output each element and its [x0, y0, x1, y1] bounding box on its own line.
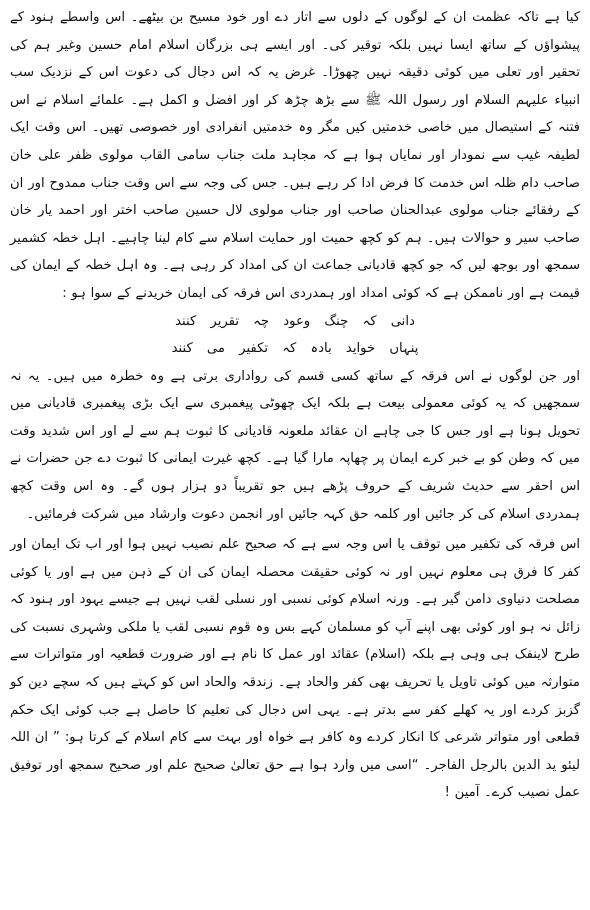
- paragraph-1: کیا ہے تاکہ عظمت ان کے لوگوں کے دلوں سے اتار دے اور خود مسیح بن بیٹھے۔ اس واسطے ہنود کے پیشواؤں کے ساتھ ایسا نہیں بلکہ توقیر کی۔ اور ایسے ہی بزرگان اسلام امام حسین وغیر ہم کی تحقیر اور تعلی میں کوئی دقیقہ نہیں چھوڑا۔ غرض یہ کہ اس دجال کی دعوت اس کے نزدیک سب انبیاء علیہم السلام اور رسول اللہ ﷺ سے بڑھ چڑھ کر اور افضل و اکمل ہے۔ علمائے اسلام نے اس فتنہ کے استیصال میں خاصی خدمتیں کیں مگر وہ خدمتیں انفرادی اور خصوصی تھیں۔ اس وقت ایک لطیفہ غیب سے نمودار اور نمایاں ہوا ہے کہ مجاہد ملت جناب سامی القاب مولوی ظفر علی خان صاحب دام ظلہ اس خدمت کا فرض ادا کر رہے ہیں۔ جس کی وجہ سے اس وقت جناب ممدوح اور ان کے رفقائے جناب مولوی عبدالحنان صاحب اور جناب مولوی لال حسین صاحب اختر اور احمد یار خان صاحب سیر و حوالات ہیں۔ ہم کو کچھ حمیت اور حمایت اسلام سے کام لینا چاہیے۔ اہل خطہ کشمیر سمجھ اور بوجھ لیں کہ جو کچھ قادیانی جماعت ان کی امداد کر رہی ہے۔ وہ اہل خطہ کے ایمان کی قیمت ہے اور ناممکن ہے کہ کوئی امداد اور ہمدردی اس فرقہ کی ایمان خریدنے کے سوا ہو :: [10, 10, 580, 301]
- verse-line-2: پنہاں خواید بادہ کہ تکفیر می کنند: [171, 340, 419, 356]
- paragraph-2: اور جن لوگوں نے اس فرقہ کے ساتھ کسی قسم کی رواداری برتی ہے وہ خطرہ میں ہیں۔ یہ نہ سمجھیں کہ یہ کوئی معمولی بیعت ہے بلکہ ایک چھوٹی پیغمبری سے ایک بڑی پیغمبری قادیانی میں تحویل ہونا ہے اور جس کا جی چاہے ان عقائد ملعونہ قادیانی کا ثبوت ہم سے لے اور اس شدید وقت میں کہ وطن کو بے خبر کرے ایمان پر چھاپہ مارا گیا ہے۔ کچھ غیرت ایمانی کا ثبوت دے جن حضرات نے اس احقر سے حدیث شریف کے حروف پڑھے ہیں جو تقریباً دو ہزار ہوں گے۔ وہ اس وقت کچھ ہمدردی اسلام کی کر جائیں اور کلمہ حق کہہ جائیں اور انجمن دعوت وارشاد میں شرکت فرمائیں۔: [10, 368, 580, 522]
- verse-line-1: دانی کہ چنگ وعود چہ تقریر کنند: [175, 313, 415, 329]
- paragraph-3: اس فرقہ کی تکفیر میں توقف یا اس وجہ سے ہے کہ صحیح علم نصیب نہیں ہوا اور اب تک ایمان اور کفر کا فرق ہی معلوم نہیں اور نہ کوئی حقیقت محصلہ ایمان کی ان کے ذہن میں ہے اور یا کوئی مصلحت دنیاوی دامن گیر ہے۔ ورنہ اسلام کوئی نسبی اور نسلی لقب نہیں ہے جیسے یہود اور ہنود کہ زائل نہ ہو اور کوئی بھی اپنے آپ کو مسلمان کہے بس وہ قوم نسبی لقب یا ملکی وشہری نسبت کی طرح لاینفک ہی وہی ہے بلکہ (اسلام) عقائد اور عمل کا نام ہے اور ضرورت قطعیہ اور متواترات سے متوارثہ میں کوئی تاویل یا تحریف بھی کفر والحاد ہے۔ زندقہ والحاد اس کو کہتے ہیں کہ سچے دین کو گزبز کردے اور یہ کھلے کفر سے بدتر ہے۔ یہی اس دجال کی تعلیم کا حاصل ہے جب کوئی ایک حکم قطعی اور متواتر شرعی کا انکار کردے وہ کافر ہے خواہ اور بہت سے کام اسلام کے کرتا ہو: ” ان اللہ لیئو ید الدین بالرجل الفاجر۔ “اسی میں وارد ہوا ہے حق تعالیٰ صحیح علم اور صحیح سمجھ اور توفیق عمل نصیب کرے۔ آمین !: [10, 537, 580, 801]
